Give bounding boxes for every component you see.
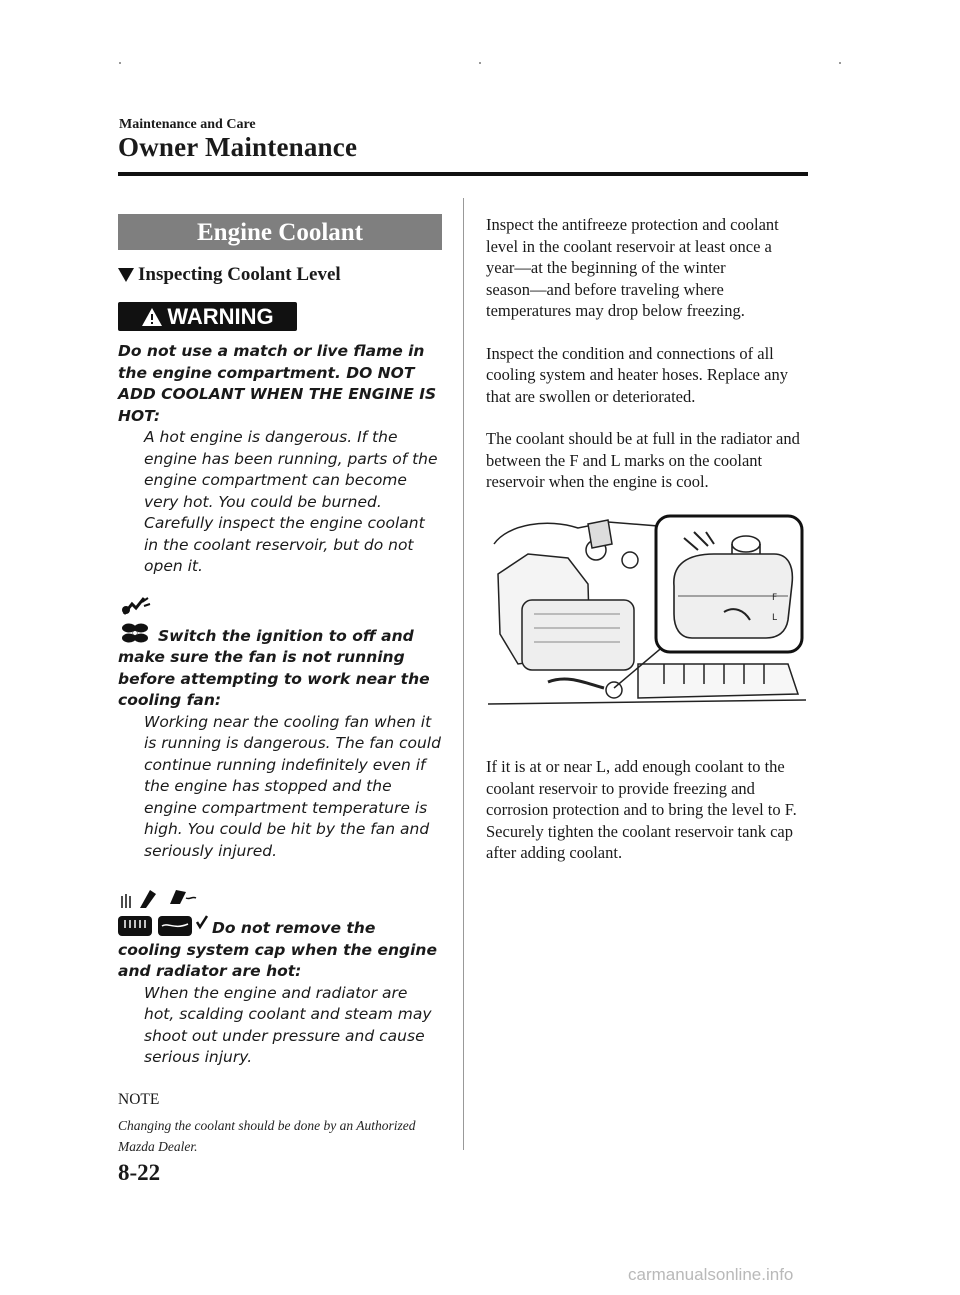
heading-divider	[118, 172, 808, 176]
warning-1-lead: Do not use a match or live flame in the engine compartment. DO NOT ADD COOLANT WHEN THE ENGINE IS HOT:	[118, 342, 437, 425]
left-column	[118, 214, 442, 1157]
warning-2-lead-text: Switch the ignition to off and make sure the fan is not running before attempting to work near the cooling fan:	[118, 626, 430, 709]
subheading	[118, 264, 442, 286]
note-label: NOTE	[118, 1090, 160, 1108]
note-text: Changing the coolant should be done by an Authorized Mazda Dealer.	[118, 1117, 416, 1154]
warning-2-body: Working near the cooling fan when it is running is dangerous. The fan could continue running indefinitely even if the engine has stopped and the engine compartment temperature is high. You could be hit by the fan and seriously injured.	[144, 712, 441, 860]
crop-mark	[479, 62, 481, 64]
hot-radiator-icon	[118, 910, 208, 938]
section-title: Engine Coolant	[118, 214, 442, 250]
warning-1-body: A hot engine is dangerous. If the engine has been running, parts of the engine compartment can become very hot. You could be burned. Carefully inspect the engine coolant in the coolant reservoir, but do not open it.	[144, 428, 438, 575]
warning-3-body: When the engine and radiator are hot, scalding coolant and steam may shoot out under pressure and cause serious injury.	[144, 983, 432, 1066]
warning-3-lead	[118, 910, 442, 983]
paragraph-tighten-cap: Securely tighten the coolant reservoir tank cap after adding coolant.	[486, 821, 793, 862]
paragraph-inspect-antifreeze: Inspect the antifreeze protection and coolant level in the coolant reservoir at least once a year―at the beginning of the winter season―and before traveling where temperatures may drop below freezing.	[486, 215, 779, 320]
warning-triangle-icon	[141, 307, 163, 327]
paragraph-coolant-level: The coolant should be at full in the radiator and between the F and L marks on the coolant reservoir when the engine is cool.	[486, 429, 800, 491]
down-triangle-icon	[118, 268, 134, 282]
paragraph-add-coolant: If it is at or near L, add enough coolant to the coolant reservoir to provide freezing and corrosion protection and to bring the level to F.	[486, 757, 797, 819]
full-mark-label: F	[772, 592, 778, 603]
subheading-text: Inspecting Coolant Level	[138, 264, 341, 285]
crop-mark	[119, 62, 121, 64]
watermark: carmanualsonline.info	[628, 1265, 794, 1284]
section-label: Maintenance and Care	[119, 117, 256, 132]
crop-mark	[839, 62, 841, 64]
column-divider	[463, 198, 464, 1150]
page-title: Owner Maintenance	[118, 132, 358, 162]
warning-3-lead-text: Do not remove the cooling system cap when the engine and radiator are hot:	[118, 919, 437, 980]
warning-label: WARNING	[167, 303, 274, 329]
page-number: 8-22	[118, 1160, 161, 1185]
no-flame-icon	[118, 596, 152, 618]
low-mark-label: L	[772, 612, 778, 623]
fan-warning-icons	[118, 596, 442, 642]
coolant-reservoir-illustration	[488, 514, 806, 711]
radiator-warning-icons	[118, 880, 442, 910]
warning-badge	[118, 302, 297, 331]
paragraph-inspect-hoses: Inspect the condition and connections of all cooling system and heater hoses. Replace any that are swollen or deteriorated.	[486, 343, 788, 406]
right-column	[486, 214, 810, 864]
steam-cap-icon	[118, 886, 198, 910]
